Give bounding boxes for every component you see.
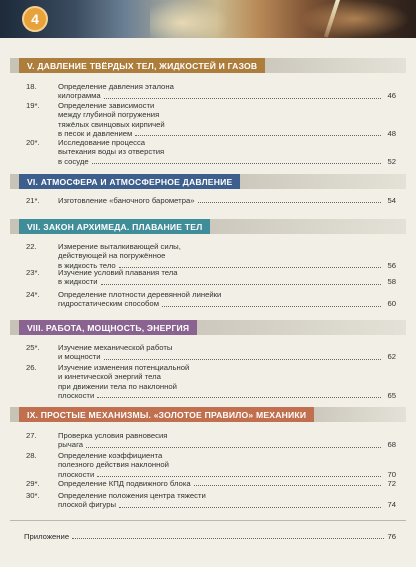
entry-title-line: Изучение условий плавания тела xyxy=(58,268,178,277)
divider xyxy=(10,520,406,521)
entry-page: 70 xyxy=(387,469,396,479)
entry-title-last: в жидкость тело xyxy=(58,260,116,270)
entry-title-line: Определение положения центра тяжести xyxy=(58,491,206,500)
banner-glow xyxy=(150,0,230,38)
entry-page: 60 xyxy=(387,299,396,309)
entry-title-last: рычага xyxy=(58,440,83,450)
dot-leader xyxy=(86,447,381,448)
appendix-page: 76 xyxy=(387,532,396,541)
section-header-viii xyxy=(10,320,406,335)
entry-number: 20*. xyxy=(26,138,40,147)
entry-title-last: Определение КПД подвижного блока xyxy=(58,479,191,488)
entry-title-last: Изготовление «баночного барометра» xyxy=(58,196,195,205)
dot-leader xyxy=(119,507,381,508)
entry-number: 21*. xyxy=(26,196,40,205)
dot-leader xyxy=(92,163,381,164)
toc-entry[interactable] xyxy=(26,363,396,400)
entry-page: 72 xyxy=(387,479,396,488)
toc-entry[interactable] xyxy=(26,491,396,510)
entry-title-line: Изучение механической работы xyxy=(58,343,173,352)
entry-title-last: плоскости xyxy=(58,390,95,400)
toc-entry[interactable] xyxy=(26,290,396,309)
entry-number: 29*. xyxy=(26,479,40,488)
toc-entry[interactable] xyxy=(26,138,396,166)
entry-title-line: тяжёлых свинцовых кирпичей xyxy=(58,119,165,129)
section-header-vii xyxy=(10,219,406,234)
page-number-badge: 4 xyxy=(22,6,48,32)
toc-entry[interactable] xyxy=(26,101,396,138)
entry-page: 74 xyxy=(387,500,396,510)
entry-title-line: Исследование процесса xyxy=(58,138,146,147)
section-title: VII. ЗАКОН АРХИМЕДА. ПЛАВАНИЕ ТЕЛ xyxy=(19,219,210,234)
entry-number: 30*. xyxy=(26,491,40,500)
dot-leader xyxy=(104,359,382,360)
entry-title-last: плоскости xyxy=(58,469,95,479)
entry-title-line: вытекания воды из отверстия xyxy=(58,147,165,157)
entry-number: 19*. xyxy=(26,101,40,110)
entry-title-line: Определение коэффициента xyxy=(58,451,163,460)
toc-entry[interactable] xyxy=(26,431,396,450)
entry-title-line: Определение плотности деревянной линейки xyxy=(58,290,222,299)
entry-number: 22. xyxy=(26,242,37,251)
entry-page: 65 xyxy=(387,390,396,400)
entry-title-line: Измерение выталкивающей силы, xyxy=(58,242,181,251)
dot-leader xyxy=(194,485,381,486)
dot-leader xyxy=(101,284,381,285)
dot-leader xyxy=(97,476,381,477)
entry-page: 68 xyxy=(387,440,396,450)
entry-title-last: плоской фигуры xyxy=(58,500,116,510)
entry-title-line: Изучение изменения потенциальной xyxy=(58,363,190,372)
entry-page: 62 xyxy=(387,352,396,362)
entry-number: 24*. xyxy=(26,290,40,299)
header-banner xyxy=(0,0,416,38)
toc-entry[interactable] xyxy=(26,242,396,270)
entry-title-line: Определение зависимости xyxy=(58,101,155,110)
appendix-label: Приложение xyxy=(24,532,70,541)
toc-entry[interactable] xyxy=(26,343,396,362)
entry-title-line: Проверка условия равновесия xyxy=(58,431,168,440)
entry-title-line: между глубиной погружения xyxy=(58,110,160,120)
section-title: VI. АТМОСФЕРА И АТМОСФЕРНОЕ ДАВЛЕНИЕ xyxy=(19,174,240,189)
entry-page: 46 xyxy=(387,91,396,101)
dot-leader xyxy=(72,538,384,539)
section-title: VIII. РАБОТА, МОЩНОСТЬ, ЭНЕРГИЯ xyxy=(19,320,197,335)
entry-title-last: в жидкости xyxy=(58,277,98,287)
entry-title-last: килограмма xyxy=(58,91,101,101)
entry-number: 18. xyxy=(26,82,37,91)
entry-page: 58 xyxy=(387,277,396,287)
section-header-vi xyxy=(10,174,406,189)
dot-leader xyxy=(162,306,381,307)
entry-title-last: в сосуде xyxy=(58,156,89,166)
banner-glow xyxy=(300,0,410,38)
toc-entry[interactable] xyxy=(26,451,396,479)
entry-title-line: и кинетической энергий тела xyxy=(58,372,161,382)
entry-number: 27. xyxy=(26,431,37,440)
dot-leader xyxy=(104,98,381,99)
dot-leader xyxy=(198,202,381,203)
entry-title-line: Определение давления эталона xyxy=(58,82,174,91)
toc-entry[interactable] xyxy=(26,82,396,101)
entry-number: 23*. xyxy=(26,268,40,277)
dot-leader xyxy=(135,135,381,136)
entry-number: 25*. xyxy=(26,343,40,352)
entry-title-last: в песок и давлением xyxy=(58,128,133,138)
entry-page: 56 xyxy=(387,260,396,270)
section-header-ix xyxy=(10,407,406,422)
entry-title-line: при движении тела по наклонной xyxy=(58,381,177,391)
entry-page: 54 xyxy=(387,196,396,205)
toc-entry-appendix[interactable] xyxy=(24,532,396,541)
entry-number: 28. xyxy=(26,451,37,460)
entry-title-last: гидростатическим способом xyxy=(58,299,159,309)
entry-page: 48 xyxy=(387,128,396,138)
entry-page: 52 xyxy=(387,156,396,166)
entry-number: 26. xyxy=(26,363,37,372)
entry-title-line: полезного действия наклонной xyxy=(58,460,169,470)
dot-leader xyxy=(97,397,381,398)
section-title: V. ДАВЛЕНИЕ ТВЁРДЫХ ТЕЛ, ЖИДКОСТЕЙ И ГАЗОВ xyxy=(19,58,265,73)
entry-title-line: действующей на погружённое xyxy=(58,251,166,261)
toc-entry[interactable] xyxy=(26,479,396,488)
toc-entry[interactable] xyxy=(26,196,396,205)
toc-entry[interactable] xyxy=(26,268,396,287)
section-title: IX. ПРОСТЫЕ МЕХАНИЗМЫ. «ЗОЛОТОЕ ПРАВИЛО» МЕХАНИКИ xyxy=(19,407,314,422)
entry-title-last: и мощности xyxy=(58,352,101,362)
section-header-v xyxy=(10,58,406,73)
